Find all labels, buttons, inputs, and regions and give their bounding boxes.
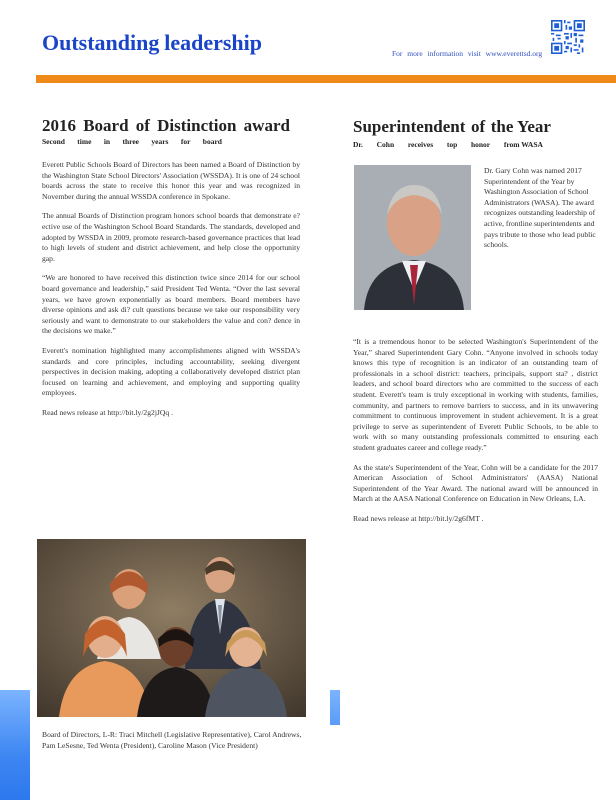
subheading-word: Cohn: [376, 140, 395, 149]
superintendent-subheading: [353, 140, 543, 149]
subheading-word: years: [151, 137, 169, 146]
board-award-body: [42, 160, 300, 427]
subheading-word: for: [180, 137, 191, 146]
subheading-word: in: [103, 137, 111, 146]
body-paragraph: Everett Public Schools Board of Directors has been named a Board of Distinction by the Washington State School Directors' Association (WSSDA). It is one of 24 school boards across the state to receive this honor this year and was recognized in November during the annual WSSDA conference in Spokane.: [42, 160, 300, 201]
body-paragraph: “We are honored to have received this distinction twice since 2014 for our school board governance and leadership,” said President Ted Wenta. “Over the last several years, we have grown exponentially as board members. Board members have diverse opinions and ask di? cult questions because we take our responsibility very seriously and want to demonstrate to our stakeholders the value and con? dence in the decisions we make.”: [42, 273, 300, 336]
subheading-word: honor: [470, 140, 491, 149]
subheading-word: Dr.: [353, 140, 363, 149]
board-photo: [37, 539, 306, 717]
subheading-word: time: [77, 137, 92, 146]
news-release-link[interactable]: Read news release at http://bit.ly/2g2jJQq .: [42, 407, 173, 417]
heading-word: Board: [83, 116, 129, 135]
body-paragraph: The annual Boards of Distinction program honors school boards that demonstrate e? ective use of the Washington School Board Standards. The standards, developed and adopted by WSSDA in 2009, promote research-based governance practices that lead to high levels of student and district achievement, and help close the opportunity gap.: [42, 211, 300, 263]
subheading-word: from WASA: [503, 140, 543, 149]
board-award-heading: [42, 117, 290, 135]
heading-word: Superintendent: [353, 117, 466, 136]
heading-word: Distinction: [157, 116, 237, 135]
website-link[interactable]: For more information visit www.everettsd.org: [392, 49, 543, 58]
title-word: Outstanding: [42, 30, 160, 55]
title-word: leadership: [164, 30, 262, 55]
superintendent-photo: [354, 165, 471, 310]
board-award-subheading: [42, 137, 222, 146]
board-photo-illustration: [37, 539, 306, 717]
body-paragraph: As the state's Superintendent of the Year, Cohn will be a candidate for the 2017 American Association of School Administrators' (AASA) National Superintendent of the Year Award. The national award will be announced in March at the AASA National Conference on Education in New Orleans, LA.: [353, 462, 598, 504]
superintendent-portrait-illustration: [354, 165, 471, 310]
superintendent-intro: Dr. Gary Cohn was named 2017 Superintendent of the Year by Washington Association of School Administrators (WASA). The award recognizes outstanding leadership of active, frontline superintendents and pays tribute to those who lead public schools.: [484, 166, 596, 250]
heading-word: of: [470, 117, 486, 136]
board-photo-caption: Board of Directors, L-R: Traci Mitchell (Legislative Representative), Carol Andrews, Pam LeSesne, Ted Wenta (President), Caroline Mason (Vice President): [42, 730, 302, 750]
body-paragraph: “It is a tremendous honor to be selected Washington's Superintendent of the Year,” shared Superintendent Gary Cohn. “Anyone involved in schools today knows this type of recognition is an indicator of an outstanding team of professionals in a school district: teachers, principals, support sta? , district leaders, and school board directors who are committed to the success of each student. Everett's team is truly exceptional in working with students, families, community, and partners to remove barriers to success, and in its unwavering commitment to continuous improvement in student achievement. It is a great privilege to serve as superintendent of Everett Public Schools, to be able to work with so many outstanding professionals committed to ensuring each student graduates career and college ready.”: [353, 337, 598, 452]
subheading-word: three: [122, 137, 140, 146]
subheading-word: top: [446, 140, 458, 149]
superintendent-heading: [353, 118, 551, 136]
news-release-link[interactable]: Read news release at http://bit.ly/2g6fMT .: [353, 513, 484, 523]
qr-code-icon[interactable]: [551, 20, 585, 54]
subheading-word: Second: [42, 137, 65, 146]
heading-word: award: [243, 116, 290, 135]
header-divider-bar: [36, 75, 616, 83]
heading-word: 2016: [42, 116, 76, 135]
subheading-word: board: [202, 137, 222, 146]
heading-word: of: [135, 116, 150, 135]
subheading-word: receives: [407, 140, 434, 149]
body-paragraph: Everett's nomination highlighted many accomplishments aligned with WSSDA's standards and core principles, including accountability, seeking divergent perspectives in decision making, adopting a collaboratively developed district plan focused on learning and achievement, and employing and supporting quality employees.: [42, 345, 300, 398]
heading-word: the Year: [490, 117, 551, 136]
superintendent-body: [353, 337, 598, 534]
page-title: [42, 30, 262, 56]
